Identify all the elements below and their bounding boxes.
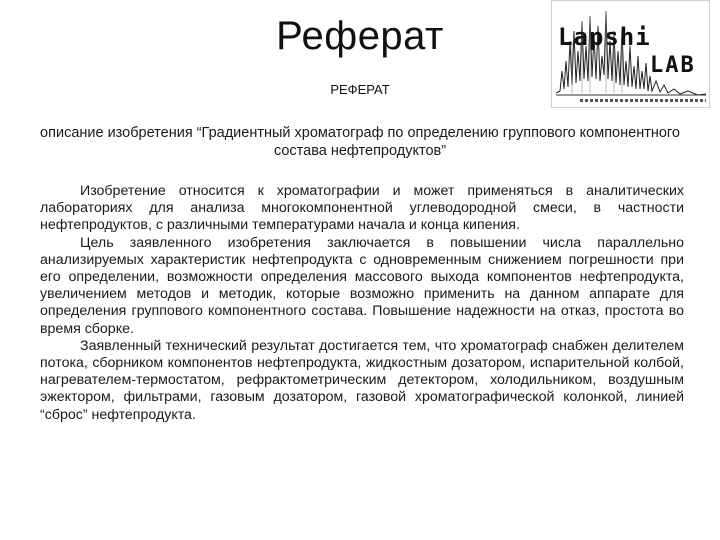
logo-caption-lines bbox=[580, 99, 706, 102]
invention-description: описание изобретения “Градиентный хроматограф по определению группового компонентного состава нефтепродуктов” bbox=[40, 125, 680, 159]
document-subtitle: РЕФЕРАТ bbox=[330, 82, 390, 97]
logo-text-part2: LAB bbox=[650, 53, 696, 78]
paragraph-result: Заявленный технический результат достигается тем, что хроматограф снабжен делителем потока, сборником компонентов нефтепродукта, жидкостным дозатором, испарительной колбой, нагревателем-термостатом, рефрактометрическим детектором, холодильником, воздушным эжектором, фильтрами, газовым дозатором, газовой хроматографической колонкой, линией “сброс” нефтепродукта. bbox=[40, 337, 684, 423]
paragraph-field: Изобретение относится к хроматографии и может применяться в аналитических лабораториях для анализа многокомпонентной углеводородной смеси, в частности нефтепродуктов, с различными температурами начала и конца кипения. bbox=[40, 183, 684, 234]
logo-text-part1: Lapshi bbox=[558, 23, 651, 51]
abstract-body bbox=[40, 183, 684, 424]
page-title: Реферат bbox=[276, 14, 444, 58]
paragraph-goal: Цель заявленного изобретения заключается в повышении числа параллельно анализируемых характеристик нефтепродукта с одновременным снижением погрешности при его определении, возможности определения массового выхода компонентов нефтепродукта, увеличением методов и методик, которые возможно применить на данном аппарате для определения группового компонентного состава. Повышение надежности на отказ, простота во время сборке. bbox=[40, 234, 684, 337]
